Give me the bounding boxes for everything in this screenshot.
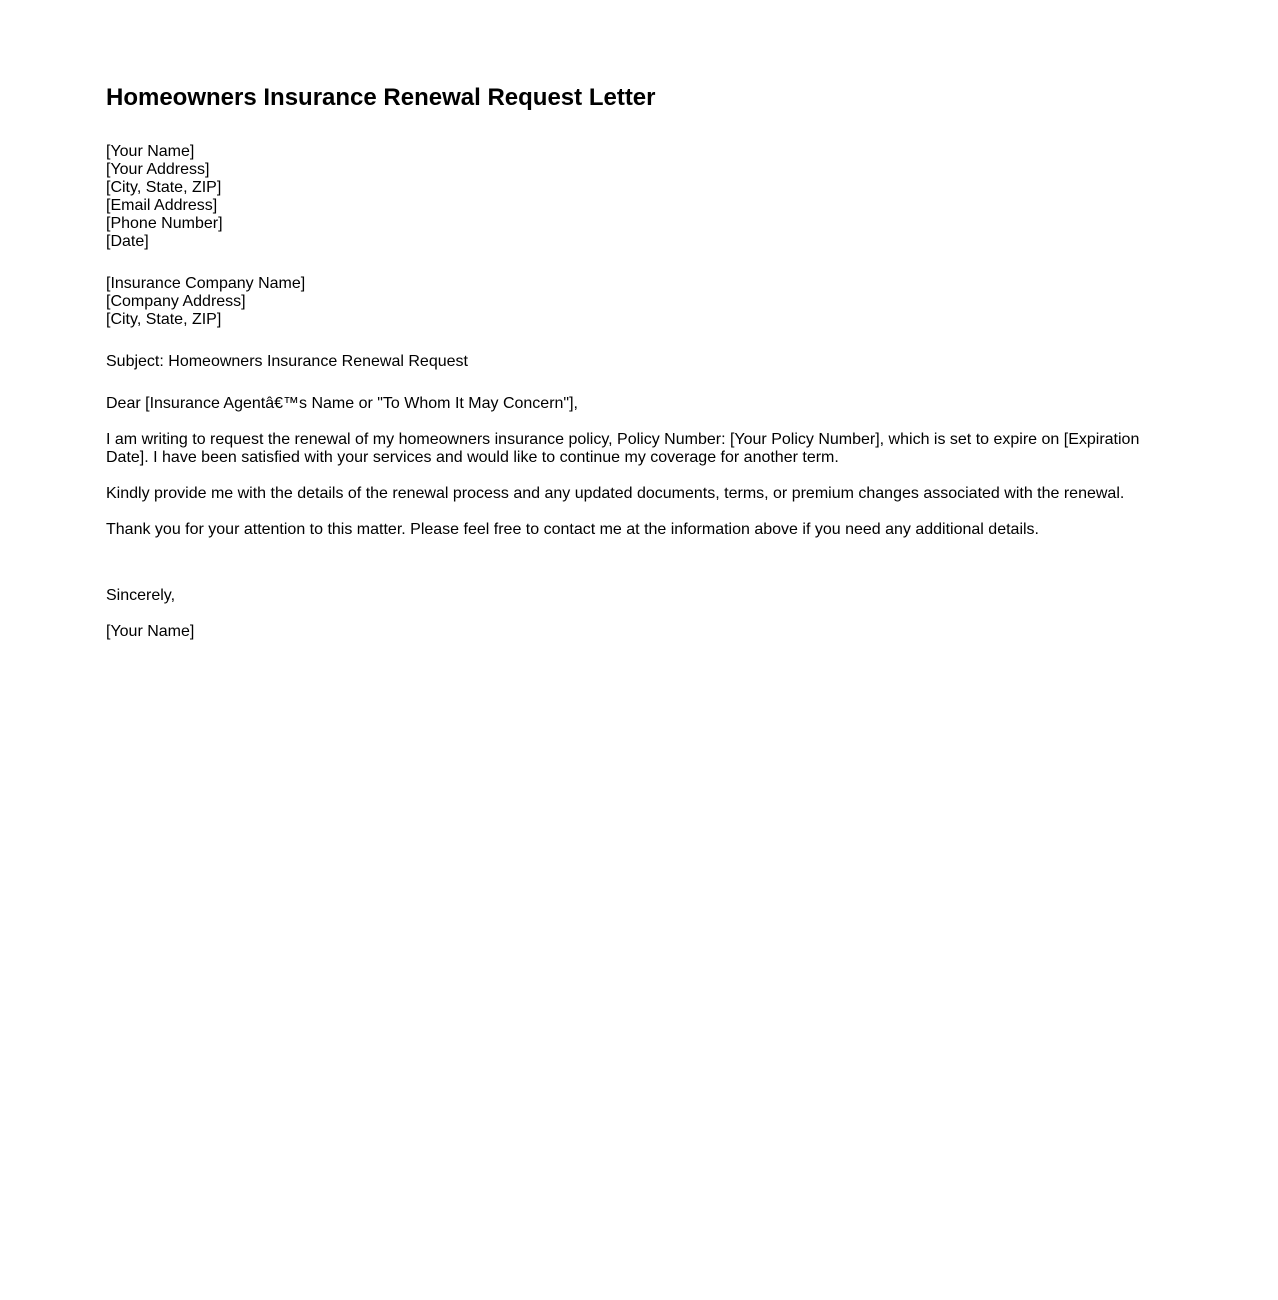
recipient-address: [Company Address] <box>106 293 246 310</box>
sender-address: [Your Address] <box>106 161 210 178</box>
closing: Sincerely, <box>106 587 176 604</box>
body-paragraph: Thank you for your attention to this matter. Please feel free to contact me at the information above if you need any additional details. <box>106 521 1039 538</box>
page-title: Homeowners Insurance Renewal Request Letter <box>106 84 656 111</box>
sender-address-block <box>106 143 223 251</box>
recipient-company: [Insurance Company Name] <box>106 275 306 292</box>
signature-name: [Your Name] <box>106 623 195 640</box>
body-paragraph: I am writing to request the renewal of my homeowners insurance policy, Policy Number: [Your Policy Number], which is set to expire on [Expiration Date]. I have been satisfied with your services and would like to continue my coverage for another term. <box>106 431 1140 466</box>
subject-line: Subject: Homeowners Insurance Renewal Request <box>106 353 468 370</box>
sender-email: [Email Address] <box>106 197 218 214</box>
sender-city: [City, State, ZIP] <box>106 179 222 196</box>
recipient-city: [City, State, ZIP] <box>106 311 222 328</box>
recipient-address-block <box>106 275 305 329</box>
body-paragraph: Kindly provide me with the details of the renewal process and any updated documents, terms, or premium changes associated with the renewal. <box>106 485 1125 502</box>
sender-name: [Your Name] <box>106 143 195 160</box>
sender-phone: [Phone Number] <box>106 215 223 232</box>
sender-date: [Date] <box>106 233 149 250</box>
salutation: Dear [Insurance Agentâ€™s Name or "To Whom It May Concern"], <box>106 395 578 412</box>
